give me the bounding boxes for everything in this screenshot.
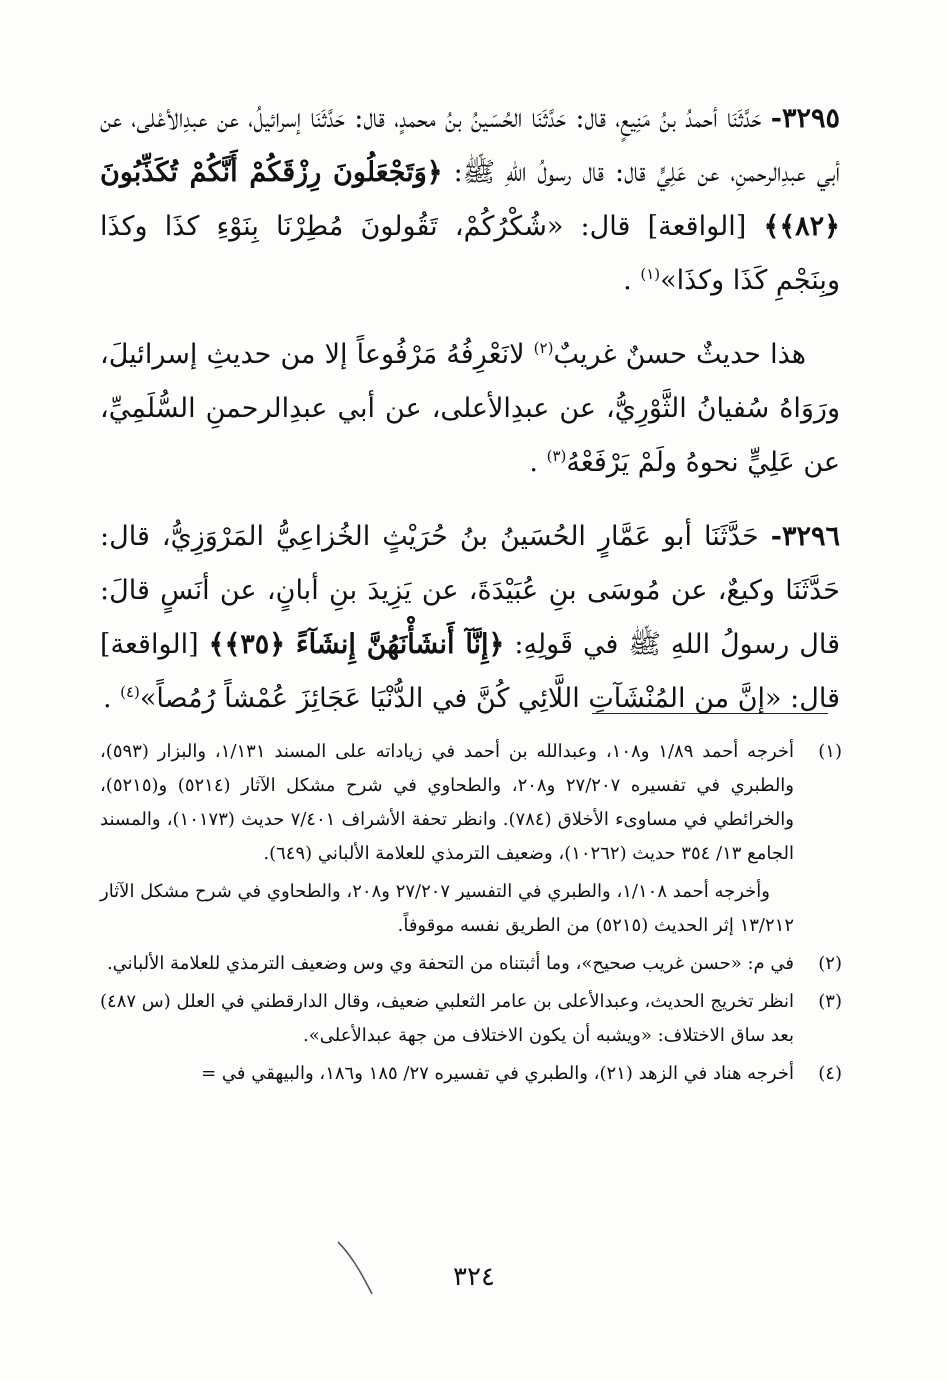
hadith-3295: ٣٢٩٥- حَدَّثَنَا أحمدُ بنُ مَنِيعٍ، قال: حَدَّثَنَا الحُسَينُ بنُ محمدٍ، قال: حَدَّثَنَا إسرائيلُ، عن عبدِالأعْلى، عن أبي عبدِالرحمنِ، عن عَلِيٍّ قال: قال رسولُ اللهِ ﷺ: ﴿وَتَجْعَلُونَ رِزْقَكُمْ أَنَّكُمْ تُكَذِّبُونَ ﴿٨٢﴾﴾ [الواقعة] قال: «شُكْرُكُمْ، تَقُولونَ مُطِرْنَا بِنَوْءِ كذَا وكذَا وبِنَجْمِ كَذَا وكذَا»$^{(١)}$ .	[100, 103, 840, 296]
grading-paragraph: هذا حديثٌ حسنٌ غريبٌ$^{(٢)}$ لانَعْرِفُهُ مَرْفُوعاً إلا من حديثِ إسرائيلَ، ورَوَاهُ سُفيانُ الثَّوْرِيُّ، عن عبدِالأعلى، عن أبي عبدِالرحمنِ السُّلَمِيِّ، عن عَلِيٍّ نحوهُ ولَمْ يَرْفَعْهُ$^{(٣)}$ .	[100, 339, 840, 478]
main-text	[100, 92, 840, 746]
footnote-3	[100, 985, 842, 1053]
hadith-number: ٣٢٩٦-	[770, 521, 840, 552]
grading-text-cont: لانَعْرِفُهُ مَرْفُوعاً إلا من حديثِ إسرائيلَ، ورَوَاهُ سُفيانُ الثَّوْرِيُّ، عن عبدِالأعلى، عن أبي عبدِالرحمنِ السُّلَمِيِّ، عن عَلِيٍّ نحوهُ ولَمْ يَرْفَعْهُ	[100, 339, 840, 478]
footnote-number: (١)	[818, 741, 842, 762]
footnote-ref-1[interactable]: (١)	[640, 265, 661, 283]
footnote-text: في م: «حسن غريب صحيح»، وما أثبتناه من التحفة وي وس وضعيف الترمذي للعلامة الألباني.	[106, 953, 794, 974]
surah-name: [الواقعة]	[100, 629, 199, 660]
footnote-text-extra: وأخرجه أحمد ١/١٠٨، والطبري في التفسير ٢٧/٢٠٧ و٢٠٨، والطحاوي في شرح مشكل الآثار ١٣/٢١٢ إثر الحديث (٥٢١٥) من الطريق نفسه موقوفاً.	[100, 881, 794, 936]
surah-name: [الواقعة]	[647, 211, 747, 242]
footnote-number: (٣)	[818, 991, 842, 1012]
hadith-chain: حَدَّثَنَا أبو عَمَّارٍ الحُسَينُ بنُ حُرَيْثٍ الخُزاعِيُّ المَرْوَزِيُّ، قال: حَدَّثَنَا وكيعٌ، عن مُوسَى بنِ عُبَيْدَةَ، عن يَزِيدَ بنِ أبانٍ، عن أنَسٍ قالَ: قال رسولُ اللهِ ﷺ في قَولِهِ:	[100, 521, 840, 660]
footnote-4	[100, 1057, 842, 1091]
hadith-3296: ٣٢٩٦- حَدَّثَنَا أبو عَمَّارٍ الحُسَينُ بنُ حُرَيْثٍ الخُزاعِيُّ المَرْوَزِيُّ، قال: حَدَّثَنَا وكيعٌ، عن مُوسَى بنِ عُبَيْدَةَ، عن يَزِيدَ بنِ أبانٍ، عن أنَسٍ قالَ: قال رسولُ اللهِ ﷺ في قَولِهِ: ﴿إِنَّآ أَنشَأْنَهُنَّ إِنشَآءً ﴿٣٥﴾﴾ [الواقعة] قال: «إنَّ من المُنْشَآتِ اللَّائِي كُنَّ في الدُّنْيَا عَجَائِزَ عُمْشاً رُمُصاً»$^{(٤)}$ .	[100, 521, 840, 714]
hadith-chain: حَدَّثَنَا أحمدُ بنُ مَنِيعٍ، قال: حَدَّثَنَا الحُسَينُ بنُ محمدٍ، قال: حَدَّثَنَا إسرائيلُ، عن عبدِالأعْلى، عن أبي عبدِالرحمنِ، عن عَلِيٍّ قال: قال رسولُ اللهِ ﷺ:	[100, 103, 840, 188]
quran-verse: ﴿وَتَجْعَلُونَ رِزْقَكُمْ أَنَّكُمْ تُكَذِّبُونَ ﴿٨٢﴾﴾	[100, 157, 840, 242]
footnote-text: انظر تخريج الحديث، وعبدالأعلى بن عامر الثعلبي ضعيف، وقال الدارقطني في العلل (س ٤٨٧) بعد ساق الاختلاف: «ويشبه أن يكون الاختلاف من جهة عبدالأعلى».	[100, 991, 794, 1046]
footnote-ref-2[interactable]: (٢)	[533, 339, 554, 357]
footnote-1	[100, 735, 842, 943]
footnote-ref-4[interactable]: (٤)	[120, 683, 140, 701]
quran-verse: ﴿إِنَّآ أَنشَأْنَهُنَّ إِنشَآءً ﴿٣٥﴾﴾	[208, 629, 505, 660]
hadith-matn: قال: «إنَّ من المُنْشَآتِ اللَّائِي كُنَّ في الدُّنْيَا عَجَائِزَ عُمْشاً رُمُصاً»	[139, 683, 840, 714]
footnotes	[100, 735, 842, 1095]
hadith-matn: قال: «شُكْرُكُمْ، تَقُولونَ مُطِرْنَا بِنَوْءِ كذَا وكذَا وبِنَجْمِ كَذَا وكذَا»	[100, 211, 840, 296]
hadith-number: ٣٢٩٥-	[770, 103, 840, 134]
grading-text: هذا حديثٌ حسنٌ غريبٌ	[553, 339, 806, 370]
footnote-separator	[592, 713, 828, 714]
page-number: ٣٢٤	[453, 1262, 495, 1292]
footnote-text: أخرجه هناد في الزهد (٢١)، والطبري في تفسيره ٢٧/ ١٨٥ و١٨٦، والبيهقي في =	[201, 1063, 794, 1084]
footnote-text: أخرجه أحمد ١/٨٩ و١٠٨، وعبدالله بن أحمد في زياداته على المسند ١/١٣١، والبزار (٥٩٣)، والطبري في تفسيره ٢٧/٢٠٧ و٢٠٨، والطحاوي في شرح مشكل الآثار (٥٢١٤) و(٥٢١٥)، والخرائطي في مساوىء الأخلاق (٧٨٤). وانظر تحفة الأشراف ٧/٤٠١ حديث (١٠١٧٣)، والمسند الجامع ١٣/ ٣٥٤ حديث (١٠٢٦٢)، وضعيف الترمذي للعلامة الألباني (٦٤٩).	[100, 741, 795, 864]
footnote-number: (٢)	[818, 953, 842, 974]
footnote-number: (٤)	[818, 1063, 842, 1084]
footnote-2	[100, 947, 842, 981]
footnote-ref-3[interactable]: (٣)	[546, 447, 567, 465]
